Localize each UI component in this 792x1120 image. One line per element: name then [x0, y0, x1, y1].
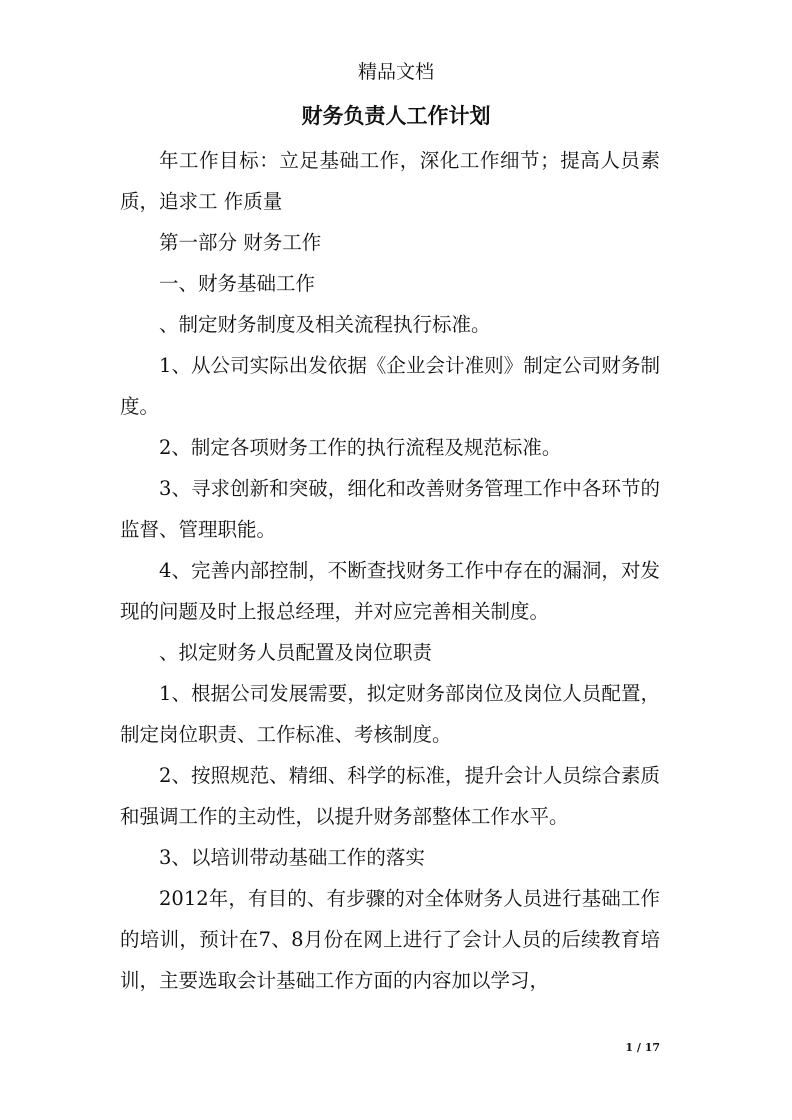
list-item: 3、寻求创新和突破，细化和改善财务管理工作中各环节的监督、管理职能。 — [120, 477, 660, 541]
document-header-label: 精品文档 — [357, 61, 434, 83]
list-item: 4、完善内部控制，不断查找财务工作中存在的漏洞，对发现的问题及时上报总经理，并对应完善相关制度。 — [120, 559, 660, 623]
document-body — [120, 140, 660, 1001]
list-item: 1、从公司实际出发依据《企业会计准则》制定公司财务制度。 — [120, 354, 660, 418]
page-number: 1 / 17 — [625, 1041, 660, 1054]
list-item: 1、根据公司发展需要，拟定财务部岗位及岗位人员配置，制定岗位职责、工作标准、考核制度。 — [120, 682, 660, 746]
subsection-heading-basic-work: 一、财务基础工作 — [159, 272, 316, 295]
item-heading-financial-system: 、制定财务制度及相关流程执行标准。 — [159, 313, 491, 336]
paragraph-training-2012: 2012年，有目的、有步骤的对全体财务人员进行基础工作的培训，预计在7、8月份在网上进行了会计人员的后续教育培训，主要选取会计基础工作方面的内容加以学习， — [120, 887, 660, 992]
document-title: 财务负责人工作计划 — [301, 103, 491, 128]
item-heading-staffing: 、拟定财务人员配置及岗位职责 — [159, 641, 433, 664]
paragraph-annual-goal: 年工作目标：立足基础工作，深化工作细节；提高人员素质，追求工 作质量 — [120, 149, 660, 213]
section-heading-part-one: 第一部分 财务工作 — [159, 231, 322, 254]
list-item: 3、以培训带动基础工作的落实 — [159, 846, 425, 869]
list-item: 2、制定各项财务工作的执行流程及规范标准。 — [159, 436, 562, 459]
list-item: 2、按照规范、精细、科学的标准，提升会计人员综合素质和强调工作的主动性，以提升财务部整体工作水平。 — [120, 764, 660, 828]
